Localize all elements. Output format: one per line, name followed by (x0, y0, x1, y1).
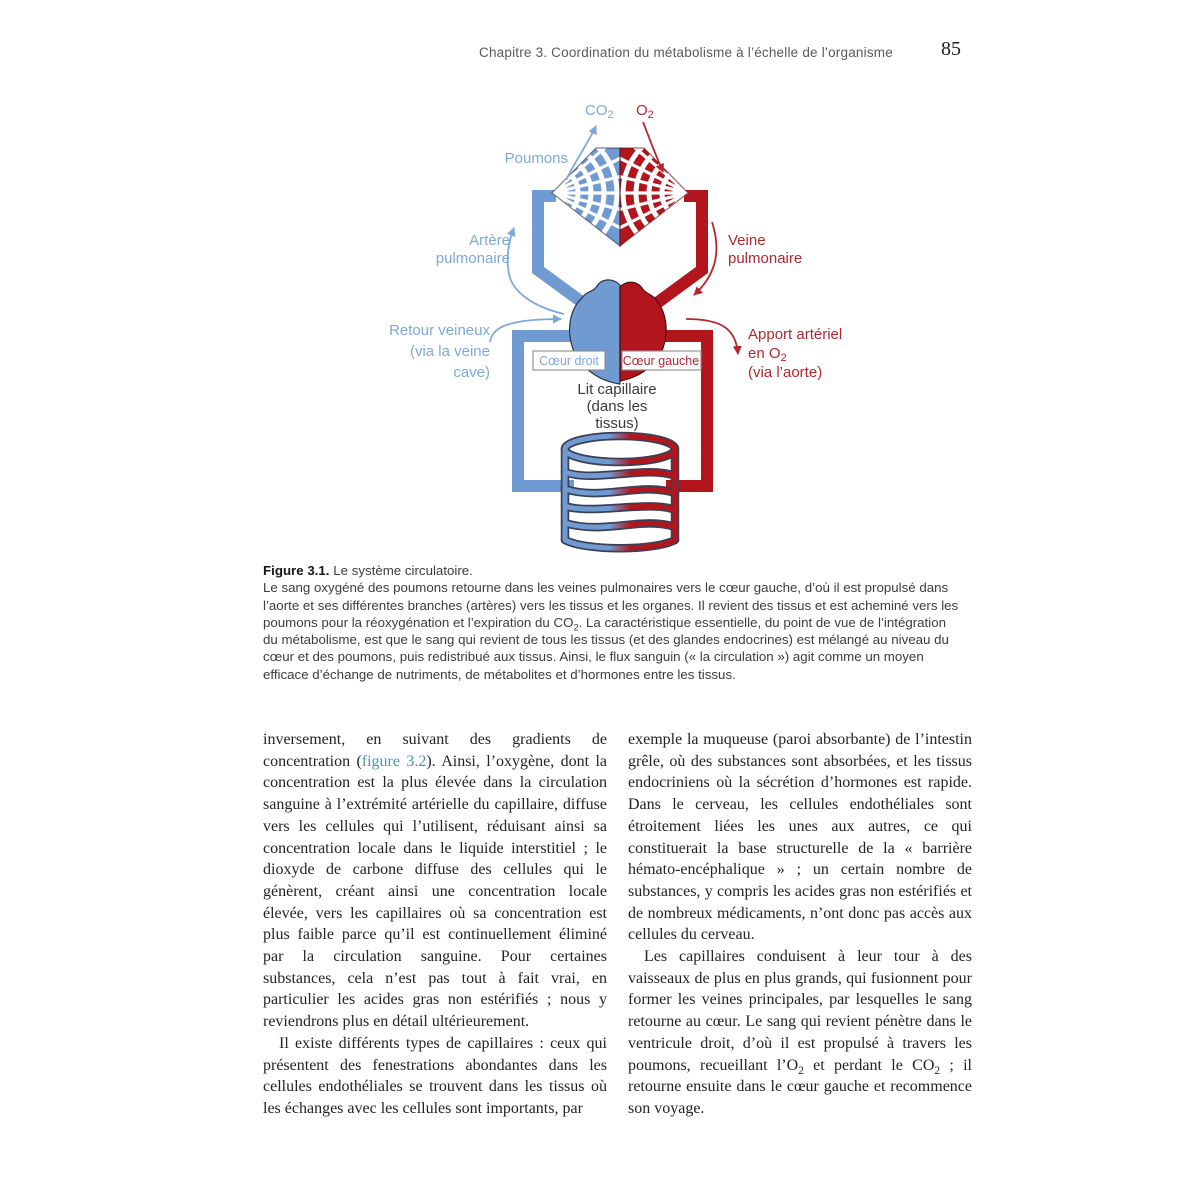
figure-3-2-link[interactable]: figure 3.2 (361, 752, 427, 770)
paragraph-capillary-types: Il existe différents types de capillaires : ceux qui présentent des fenestrations abondantes dans les cellules endothéliales se trouvent dans les tissus où les échanges avec les cellules sont importants, par (263, 1034, 607, 1117)
heart-right-label: Cœur droit (539, 354, 599, 368)
capillary-bed-label-line3: tissus) (595, 415, 639, 432)
capillary-bed-coil (565, 436, 675, 548)
paragraph-continuation: inversement, en suivant des gradients de concentration (figure 3.2). Ainsi, l’oxygène, dont la concentration est la plus élevée dans la circulation sanguine à l’extrémité artérielle du capillaire, diffuse vers les cellules qui l’utilisent, réduisant ainsi sa concentration locale dans le liquide interstitiel ; le dioxyde de carbone diffuse des cellules qui le génèrent, créant ainsi une concentration locale élevée, vers les capillaires où sa concentration est plus faible parce qu’il est continuellement éliminé par la circulation sanguine. Pour certaines substances, cela n’est pas tout à fait vrai, en particulier les acides gras non estérifiés ; nous y reviendrons plus en détail ultérieurement. (263, 731, 607, 1031)
circulatory-system-figure (390, 88, 860, 558)
figure-caption (263, 562, 961, 683)
text-column-right (628, 729, 972, 1120)
arterial-supply-label-line1: Apport artériel (748, 326, 843, 343)
heart-left-label: Cœur gauche (622, 354, 700, 368)
paragraph-continuation: exemple la muqueuse (paroi absorbante) de l’intestin grêle, où des substances sont absorbées, et les tissus endocriniens où la sécrétion d’hormones est rapide. Dans le cerveau, les cellules endothéliales sont étroitement liées les unes aux autres, ce qui constituerait la base structurelle de la « barrière hémato-encéphalique » ; un certain nombre de substances, y compris les acides gras non estérifiés et de nombreux médicaments, n’ont donc pas accès aux cellules du cerveau. (628, 731, 972, 944)
pulmonary-vein-label-line2: pulmonaire (728, 250, 803, 267)
figure-caption-body: Le sang oxygéné des poumons retourne dans les veines pulmonaires vers le cœur gauche, d’où il est propulsé dans l’aorte et ses différentes branches (artères) vers les tissus et les organes. Il revient des tissus et est acheminé vers les poumons pour la réoxygénation et l’expiration du $CO_2$. La caractéristique essentielle, du point de vue de l’intégration du métabolisme, est que le sang qui revient de tous les tissus (et des glandes endocrines) est mélangé au niveau du cœur et des poumons, puis redistribué aux tissus. Ainsi, le flux sanguin (« la circulation ») agit comme un moyen efficace d’échange de nutriments, de métabolites et d’hormones entre les tissus. (263, 580, 959, 682)
venous-return-label-line2: (via la veine (409, 343, 490, 360)
page-number: 85 (941, 38, 961, 60)
figure-caption-heading (263, 562, 961, 579)
pulmonary-artery-label-line1: Artère (469, 232, 510, 249)
arterial-supply-label-line3: (via l’aorte) (748, 364, 823, 381)
paragraph-capillaries-vessels: Les capillaires conduisent à leur tour à des vaisseaux de plus en plus grands, qui fusionnent pour former les veines principales, par lesquelles le sang retourne au cœur. Le sang qui revient pénètre dans le ventricule droit, d’où il est propulsé à travers les poumons, recueillant $l’O_2$ et perdant le $CO_2$ ; il retourne ensuite dans le cœur gauche et recommence son voyage. (628, 948, 972, 1117)
capillary-bed-label-line1: Lit capillaire (577, 381, 657, 398)
venous-return-label-line1: Retour veineux (390, 322, 490, 339)
capillary-bed-label-line2: (dans les (586, 398, 648, 415)
figure-title: Le système circulatoire. (329, 563, 473, 578)
pulmonary-vein-label-line1: Veine (728, 232, 766, 249)
circulatory-diagram-svg (390, 88, 860, 558)
pulmonary-artery-label-line2: pulmonaire (435, 250, 510, 267)
arterial-supply-label-line2: en $O_2$ (748, 345, 787, 364)
lungs-label: Poumons (504, 150, 568, 167)
text-column-left (263, 729, 607, 1120)
o2-label: $O_2$ (636, 102, 654, 121)
venous-return-label-line3: cave) (453, 364, 490, 381)
co2-label: $CO_2$ (585, 102, 614, 121)
running-head-title: Chapitre 3. Coordination du métabolisme à l’échelle de l’organisme (479, 45, 893, 60)
figure-number: Figure 3.1. (263, 563, 330, 578)
